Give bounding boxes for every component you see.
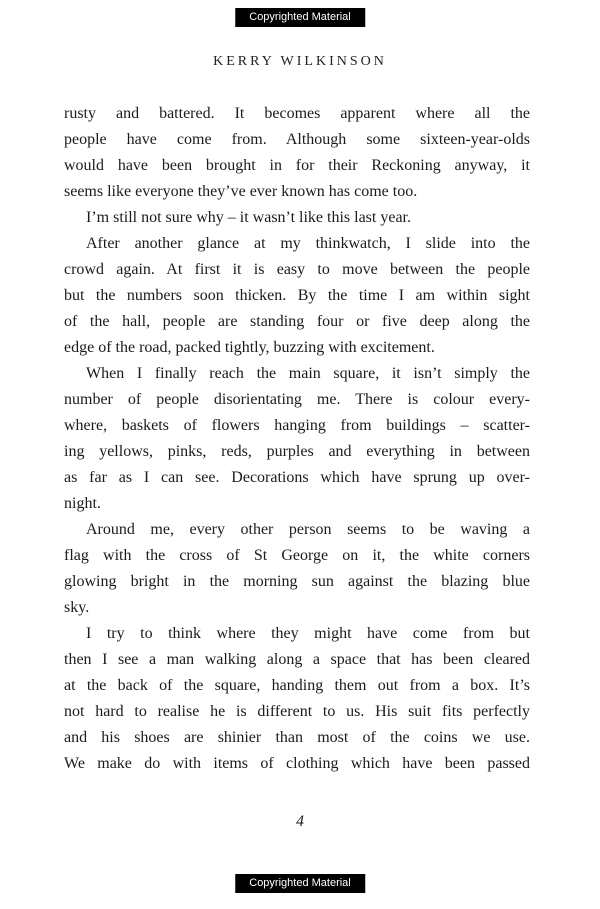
body-line: but the numbers soon thicken. By the time I am within sight [64,287,530,304]
body-line: night. [64,495,101,512]
body-line: edge of the road, packed tightly, buzzing with excitement. [64,339,435,356]
body-line: glowing bright in the morning sun against the blazing blue [64,573,530,590]
body-line: at the back of the square, handing them out from a box. It’s [64,677,530,694]
body-line: of the hall, people are standing four or five deep along the [64,313,530,330]
body-line: would have been brought in for their Reckoning anyway, it [64,157,530,174]
body-line: I’m still not sure why – it wasn’t like this last year. [86,209,411,226]
body-line: number of people disorientating me. There is colour every- [64,391,530,408]
body-line: and his shoes are shinier than most of the coins we use. [64,729,530,746]
page-number: 4 [296,813,304,830]
body-line: as far as I can see. Decorations which have sprung up over- [64,469,530,486]
body-line: When I finally reach the main square, it isn’t simply the [86,365,530,382]
body-text [64,101,530,777]
body-line: rusty and battered. It becomes apparent where all the [64,105,530,122]
body-line: where, baskets of flowers hanging from buildings – scatter- [64,417,530,434]
body-line: not hard to realise he is different to us. His suit fits perfectly [64,703,530,720]
body-line: sky. [64,599,90,616]
body-line: ing yellows, pinks, reds, purples and everything in between [64,443,530,460]
body-line: We make do with items of clothing which have been passed [64,755,530,772]
body-line: then I see a man walking along a space that has been cleared [64,651,530,668]
body-line: flag with the cross of St George on it, the white corners [64,547,530,564]
copyright-banner-bottom: Copyrighted Material [235,874,365,893]
body-line: I try to think where they might have come from but [86,625,530,642]
body-line: Around me, every other person seems to be waving a [86,521,530,538]
body-line: crowd again. At first it is easy to move between the people [64,261,530,278]
body-line: After another glance at my thinkwatch, I slide into the [86,235,530,252]
body-line: seems like everyone they’ve ever known has come too. [64,183,418,200]
copyright-banner-top: Copyrighted Material [235,8,365,27]
author-header: KERRY WILKINSON [213,54,387,69]
body-line: people have come from. Although some sixteen-year-olds [64,131,530,148]
